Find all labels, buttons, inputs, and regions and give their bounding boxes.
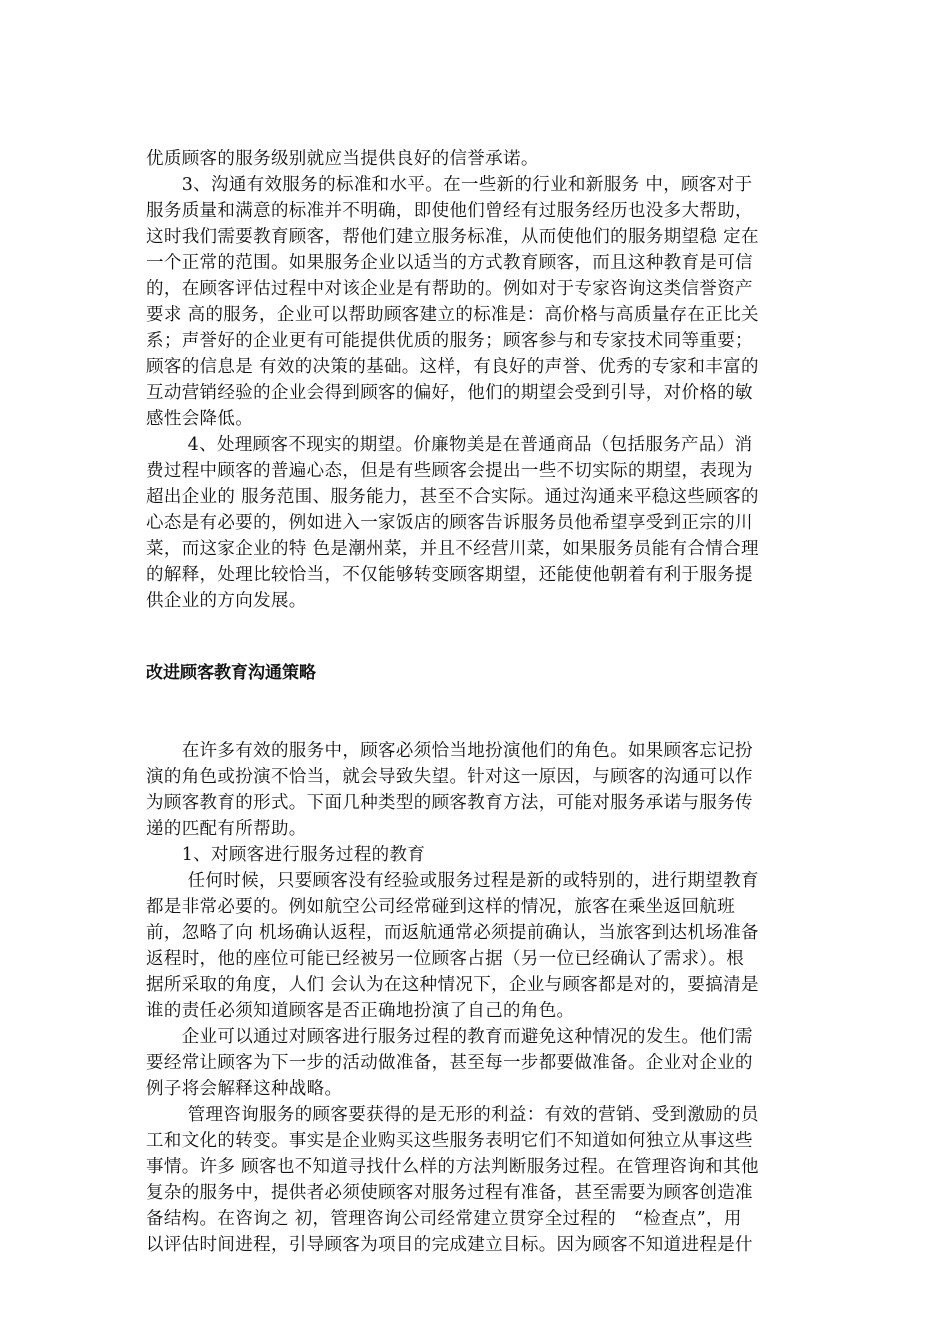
- text-line: 谁的责任必须知道顾客是否正确地扮演了自己的角色。: [146, 1001, 575, 1021]
- text-line: 为顾客教育的形式。下面几种类型的顾客教育方法，可能对服务承诺与服务传: [146, 793, 753, 813]
- section-heading: 改进顾客教育沟通策略: [146, 663, 316, 683]
- text-line: 4、处理顾客不现实的期望。价廉物美是在普通商品（包括服务产品）消: [146, 435, 753, 455]
- text-line: 系；声誉好的企业更有可能提供优质的服务；顾客参与和专家技术同等重要；: [146, 331, 753, 351]
- text-line: 递的匹配有所帮助。: [146, 819, 307, 839]
- text-line: 感性会降低。: [146, 409, 254, 429]
- text-line: 1、对顾客进行服务过程的教育: [146, 845, 426, 865]
- text-line: 例子将会解释这种战略。: [146, 1079, 343, 1099]
- text-line: 菜，而这家企业的特 色是潮州菜，并且不经营川菜，如果服务员能有合情合理: [146, 539, 759, 559]
- text-line: 工和文化的转变。事实是企业购买这些服务表明它们不知道如何独立从事这些: [146, 1131, 753, 1151]
- text-line: 据所采取的角度，人们 会认为在这种情况下，企业与顾客都是对的，要搞清是: [146, 975, 759, 995]
- text-line: 优质顾客的服务级别就应当提供良好的信誉承诺。: [146, 149, 539, 169]
- text-line: 的解释，处理比较恰当，不仅能够转变顾客期望，还能使他朝着有利于服务提: [146, 565, 753, 585]
- text-line: 顾客的信息是 有效的决策的基础。这样，有良好的声誉、优秀的专家和丰富的: [146, 357, 759, 377]
- text-line: 互动营销经验的企业会得到顾客的偏好，他们的期望会受到引导，对价格的敏: [146, 383, 753, 403]
- text-line: 心态是有必要的，例如进入一家饭店的顾客告诉服务员他希望享受到正宗的川: [146, 513, 753, 533]
- text-line: 前，忽略了向 机场确认返程，而返航通常必须提前确认，当旅客到达机场准备: [146, 923, 759, 943]
- text-line: 复杂的服务中，提供者必须使顾客对服务过程有准备，甚至需要为顾客创造准: [146, 1183, 753, 1203]
- text-line: 备结构。在咨询之 初，管理咨询公司经常建立贯穿全过程的 “检查点”，用: [146, 1209, 742, 1229]
- text-line: 3、沟通有效服务的标准和水平。在一些新的行业和新服务 中，顾客对于: [146, 175, 753, 195]
- text-line: 在许多有效的服务中，顾客必须恰当地扮演他们的角色。如果顾客忘记扮: [146, 741, 753, 761]
- text-line: 事情。许多 顾客也不知道寻找什么样的方法判断服务过程。在管理咨询和其他: [146, 1157, 759, 1177]
- text-line: 演的角色或扮演不恰当，就会导致失望。针对这一原因，与顾客的沟通可以作: [146, 767, 753, 787]
- text-line: 都是非常必要的。例如航空公司经常碰到这样的情况，旅客在乘坐返回航班: [146, 897, 736, 917]
- text-line: 服务质量和满意的标准并不明确，即使他们曾经有过服务经历也没多大帮助，: [146, 201, 753, 221]
- text-line: 一个正常的范围。如果服务企业以适当的方式教育顾客，而且这种教育是可信: [146, 253, 753, 273]
- section-expectations: [146, 146, 806, 614]
- text-line: 费过程中顾客的普遍心态，但是有些顾客会提出一些不切实际的期望，表现为: [146, 461, 753, 481]
- text-line: 的，在顾客评估过程中对该企业是有帮助的。例如对于专家咨询这类信誉资产: [146, 279, 753, 299]
- text-line: 管理咨询服务的顾客要获得的是无形的利益：有效的营销、受到激励的员: [146, 1105, 759, 1125]
- text-line: 要求 高的服务，企业可以帮助顾客建立的标准是：高价格与高质量存在正比关: [146, 305, 759, 325]
- text-line: 要经常让顾客为下一步的活动做准备，甚至每一步都要做准备。企业对企业的: [146, 1053, 753, 1073]
- text-line: 企业可以通过对顾客进行服务过程的教育而避免这种情况的发生。他们需: [146, 1027, 753, 1047]
- text-line: 返程时，他的座位可能已经被另一位顾客占据（另一位已经确认了需求）。根: [146, 949, 745, 969]
- text-line: 供企业的方向发展。: [146, 591, 307, 611]
- text-line: 超出企业的 服务范围、服务能力，甚至不合实际。通过沟通来平稳这些顾客的: [146, 487, 759, 507]
- text-line: 任何时候，只要顾客没有经验或服务过程是新的或特别的，进行期望教育: [146, 871, 759, 891]
- section-customer-education: [146, 738, 806, 1258]
- text-line: 以评估时间进程，引导顾客为项目的完成建立目标。因为顾客不知道进程是什: [146, 1235, 753, 1255]
- document-page: [146, 146, 806, 1258]
- text-line: 这时我们需要教育顾客，帮他们建立服务标准，从而使他们的服务期望稳 定在: [146, 227, 759, 247]
